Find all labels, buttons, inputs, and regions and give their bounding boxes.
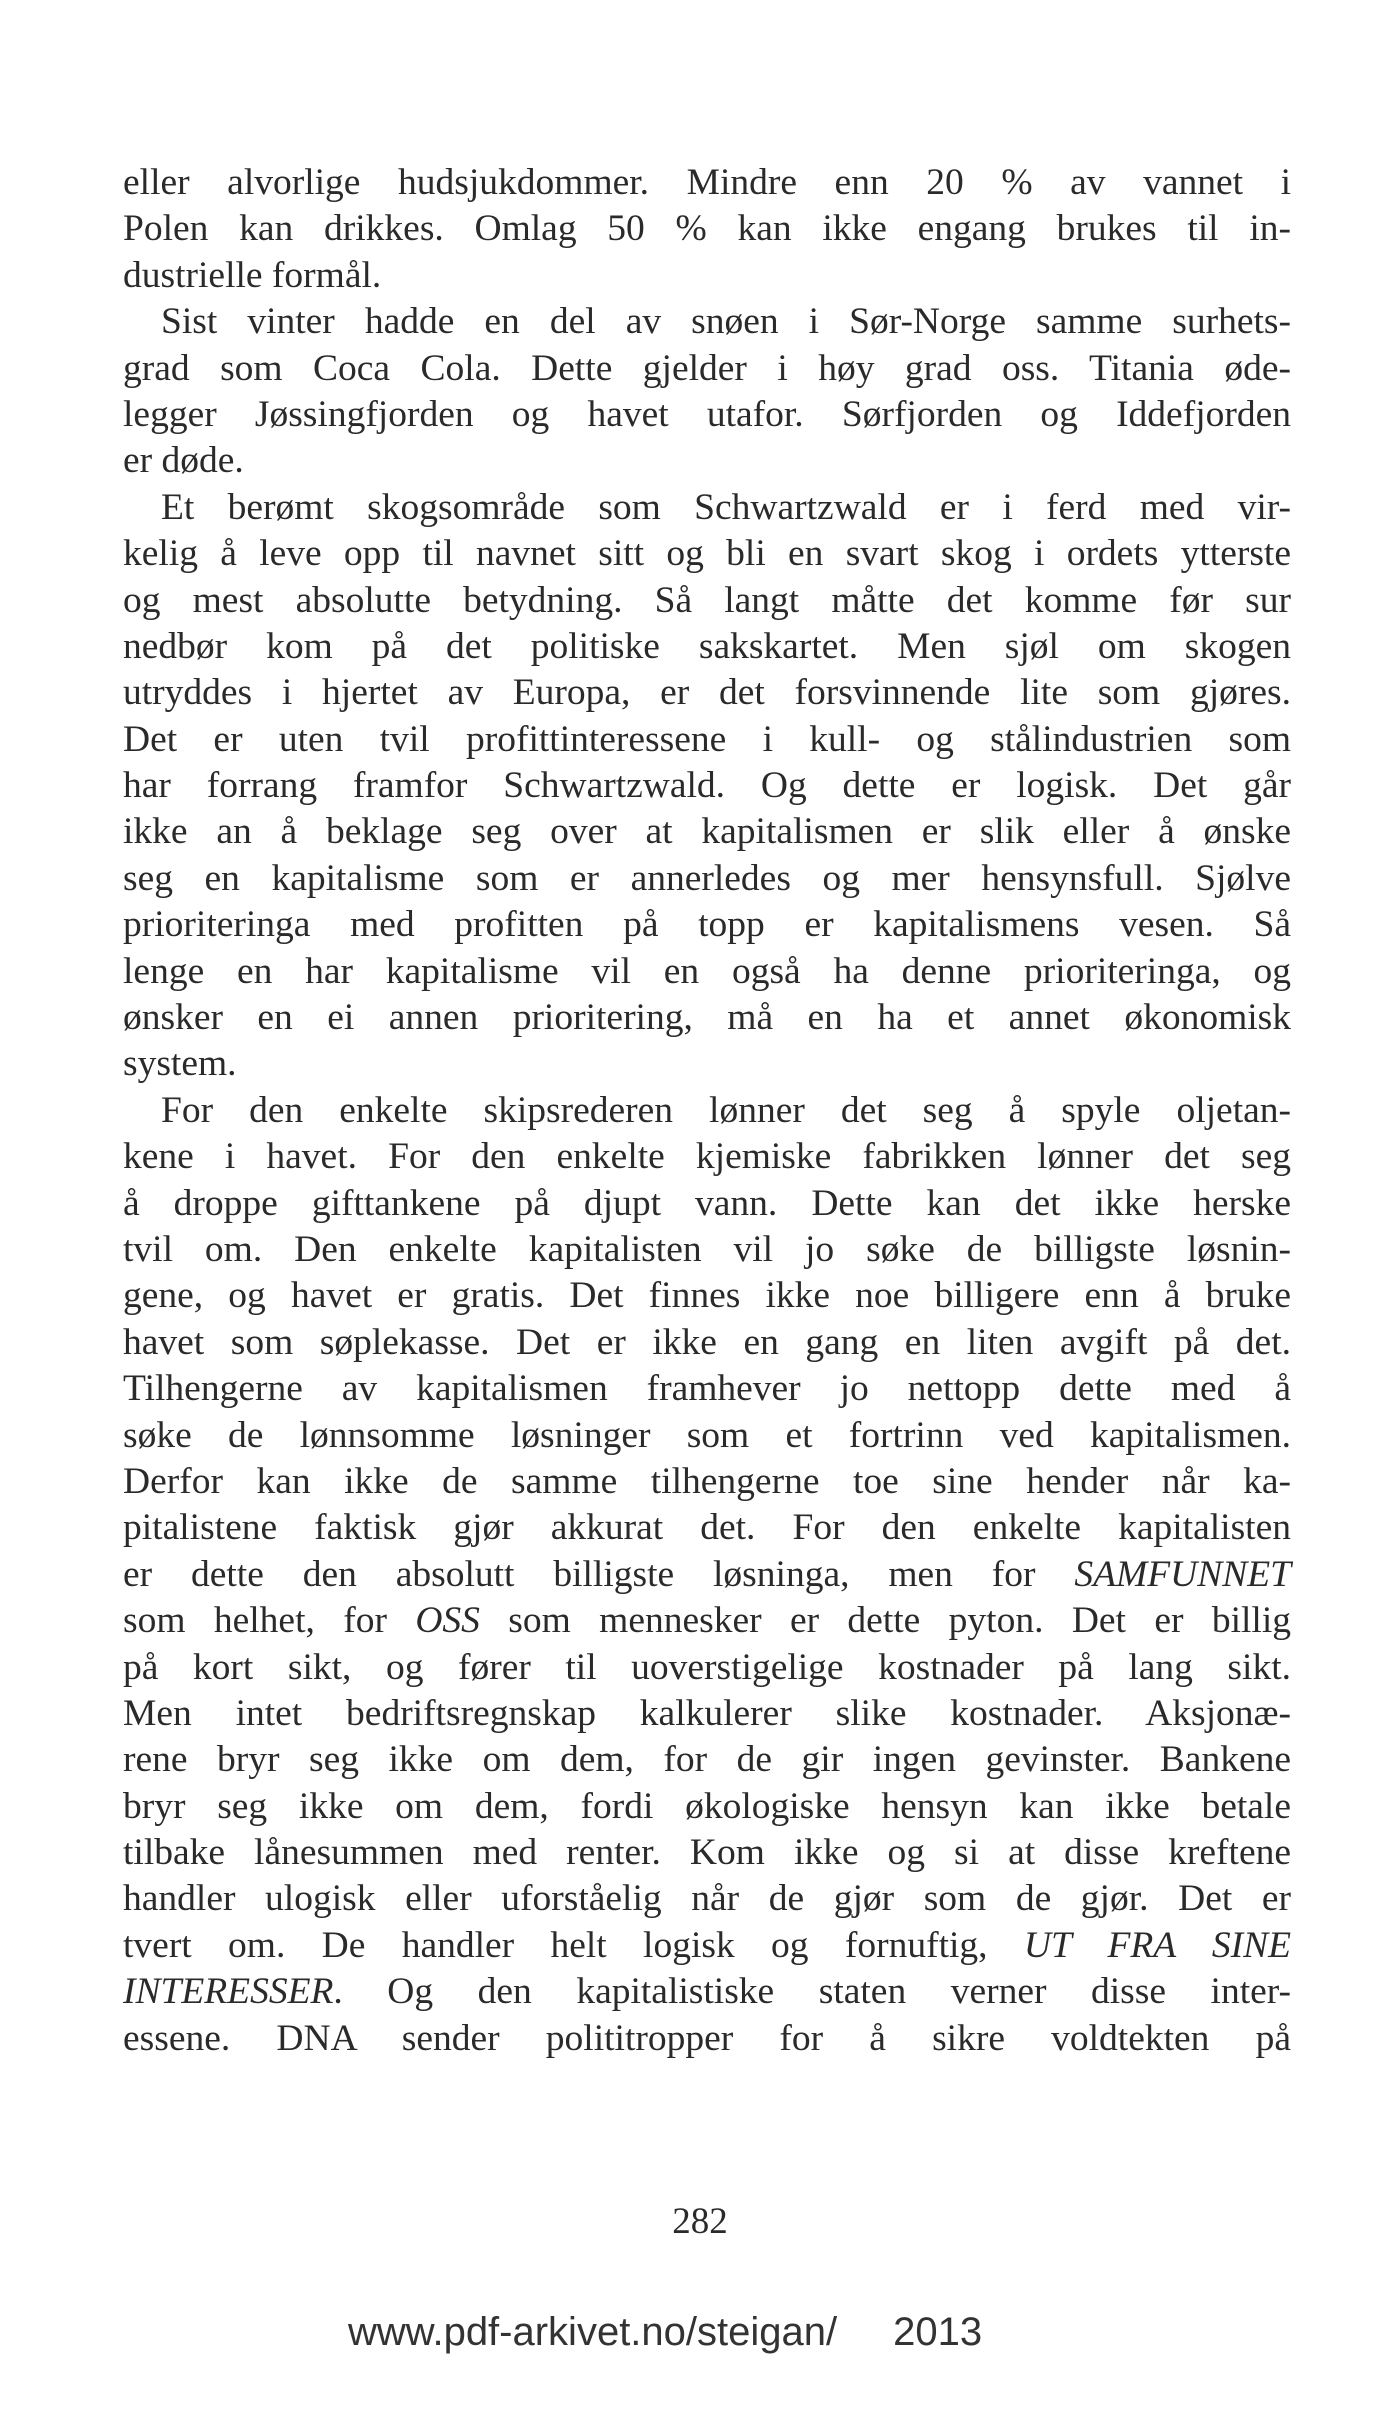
text-line <box>123 1413 1291 1459</box>
text-line <box>123 1969 1291 2015</box>
text-run: Det er uten tvil profittinteressene i kull- og stålindustrien som <box>123 718 1291 760</box>
text-line <box>123 1645 1291 1691</box>
text-line <box>123 1459 1291 1505</box>
text-run: dustrielle formål. <box>123 254 382 296</box>
text-line <box>123 1923 1291 1969</box>
text-run: pitalistene faktisk gjør akkurat det. For den enkelte kapitalisten <box>123 1507 1291 1549</box>
text-line <box>123 253 1291 299</box>
text-run: havet som søplekasse. Det er ikke en gang en liten avgift på det. <box>123 1321 1291 1363</box>
text-line <box>123 346 1291 392</box>
page-number: 282 <box>672 2201 728 2242</box>
text-line <box>123 1598 1291 1644</box>
text-line <box>123 1876 1291 1922</box>
text-line <box>123 160 1291 206</box>
text-line <box>123 531 1291 577</box>
text-run: Derfor kan ikke de samme tilhengerne toe sine hender når ka- <box>123 1460 1291 1502</box>
italic-text: INTERESSER <box>123 1971 334 2013</box>
text-run: grad som Coca Cola. Dette gjelder i høy grad oss. Titania øde- <box>123 347 1291 389</box>
text-line <box>123 1181 1291 1227</box>
text-run: essene. DNA sender polititropper for å sikre voldtekten på <box>123 2017 1291 2059</box>
text-line <box>123 1784 1291 1830</box>
text-line <box>123 1691 1291 1737</box>
text-line <box>123 763 1291 809</box>
text-line <box>123 206 1291 252</box>
text-run: tilbake lånesummen med renter. Kom ikke og si at disse kreftene <box>123 1832 1291 1874</box>
text-run: tvil om. Den enkelte kapitalisten vil jo søke de billigste løsnin- <box>123 1228 1291 1270</box>
text-line <box>123 438 1291 484</box>
text-run: er dette den absolutt billigste løsninga, men for <box>123 1553 1075 1595</box>
text-line <box>123 1320 1291 1366</box>
footer-watermark <box>348 2310 982 2355</box>
text-line <box>123 809 1291 855</box>
text-run: For den enkelte skipsrederen lønner det seg å spyle oljetan- <box>161 1089 1291 1131</box>
text-line <box>123 1552 1291 1598</box>
text-line <box>123 624 1291 670</box>
text-line <box>123 578 1291 624</box>
text-line <box>123 392 1291 438</box>
text-run: Sist vinter hadde en del av snøen i Sør-Norge samme surhets- <box>161 301 1291 343</box>
text-line <box>123 856 1291 902</box>
italic-text: SAMFUNNET <box>1074 1553 1291 1595</box>
text-run: . Og den kapitalistiske staten verner disse inter- <box>333 1971 1291 2013</box>
text-run: nedbør kom på det politiske sakskartet. Men sjøl om skogen <box>123 625 1291 667</box>
text-line <box>123 1830 1291 1876</box>
text-run: har forrang framfor Schwartzwald. Og dette er logisk. Det går <box>123 765 1291 807</box>
text-run: som mennesker er dette pyton. Det er billig <box>479 1600 1291 1642</box>
text-run: utryddes i hjertet av Europa, er det forsvinnende lite som gjøres. <box>123 672 1291 714</box>
text-run: lenge en har kapitalisme vil en også ha denne prioriteringa, og <box>123 950 1291 992</box>
text-run: søke de lønnsomme løsninger som et fortrinn ved kapitalismen. <box>123 1414 1291 1456</box>
text-run: ikke an å beklage seg over at kapitalismen er slik eller å ønske <box>123 811 1291 853</box>
text-run: Tilhengerne av kapitalismen framhever jo nettopp dette med å <box>123 1368 1291 1410</box>
text-run: seg en kapitalisme som er annerledes og mer hensynsfull. Sjølve <box>123 857 1291 899</box>
text-line <box>123 1227 1291 1273</box>
text-line <box>123 299 1291 345</box>
text-run: eller alvorlige hudsjukdommer. Mindre enn 20 % av vannet i <box>123 162 1291 203</box>
text-run: legger Jøssingfjorden og havet utafor. Sørfjorden og Iddefjorden <box>123 393 1291 435</box>
text-line <box>123 902 1291 948</box>
body-text <box>123 160 1291 2062</box>
footer-url: www.pdf-arkivet.no/steigan/ <box>348 2310 838 2354</box>
text-run: ønsker en ei annen prioritering, må en ha et annet økonomisk <box>123 997 1291 1039</box>
text-run: Et berømt skogsområde som Schwartzwald er i ferd med vir- <box>161 486 1291 528</box>
text-line <box>123 2016 1291 2062</box>
text-run: Men intet bedriftsregnskap kalkulerer slike kostnader. Aksjonæ- <box>123 1692 1291 1734</box>
text-run: rene bryr seg ikke om dem, for de gir ingen gevinster. Bankene <box>123 1739 1291 1781</box>
text-line <box>123 1737 1291 1783</box>
text-run: kene i havet. For den enkelte kjemiske fabrikken lønner det seg <box>123 1136 1291 1178</box>
text-run: bryr seg ikke om dem, fordi økologiske hensyn kan ikke betale <box>123 1785 1291 1827</box>
text-line <box>123 717 1291 763</box>
footer-year: 2013 <box>893 2310 983 2354</box>
text-run: prioriteringa med profitten på topp er kapitalismens vesen. Så <box>123 904 1291 946</box>
text-run: som helhet, for <box>123 1600 416 1642</box>
text-line <box>123 670 1291 716</box>
text-run: handler ulogisk eller uforståelig når de gjør som de gjør. Det er <box>123 1878 1291 1920</box>
text-run: gene, og havet er gratis. Det finnes ikke noe billigere enn å bruke <box>123 1275 1291 1317</box>
text-line <box>123 995 1291 1041</box>
text-run: på kort sikt, og fører til uoverstigelige kostnader på lang sikt. <box>123 1646 1291 1688</box>
text-run: system. <box>123 1043 237 1085</box>
text-run: er døde. <box>123 440 244 482</box>
text-line <box>123 485 1291 531</box>
text-run: og mest absolutte betydning. Så langt måtte det komme før sur <box>123 579 1291 621</box>
text-line <box>123 1505 1291 1551</box>
text-line <box>123 1041 1291 1087</box>
text-run: tvert om. De handler helt logisk og fornuftig, <box>123 1924 1024 1966</box>
text-line <box>123 1134 1291 1180</box>
text-line <box>123 1273 1291 1319</box>
text-line <box>123 949 1291 995</box>
text-run: å droppe gifttankene på djupt vann. Dette kan det ikke herske <box>123 1182 1291 1224</box>
text-run: Polen kan drikkes. Omlag 50 % kan ikke engang brukes til in- <box>123 208 1291 250</box>
text-line <box>123 1088 1291 1134</box>
text-run: kelig å leve opp til navnet sitt og bli en svart skog i ordets ytterste <box>123 533 1291 575</box>
text-line <box>123 1366 1291 1412</box>
italic-text: UT FRA SINE <box>1023 1924 1291 1966</box>
italic-text: OSS <box>415 1600 480 1642</box>
